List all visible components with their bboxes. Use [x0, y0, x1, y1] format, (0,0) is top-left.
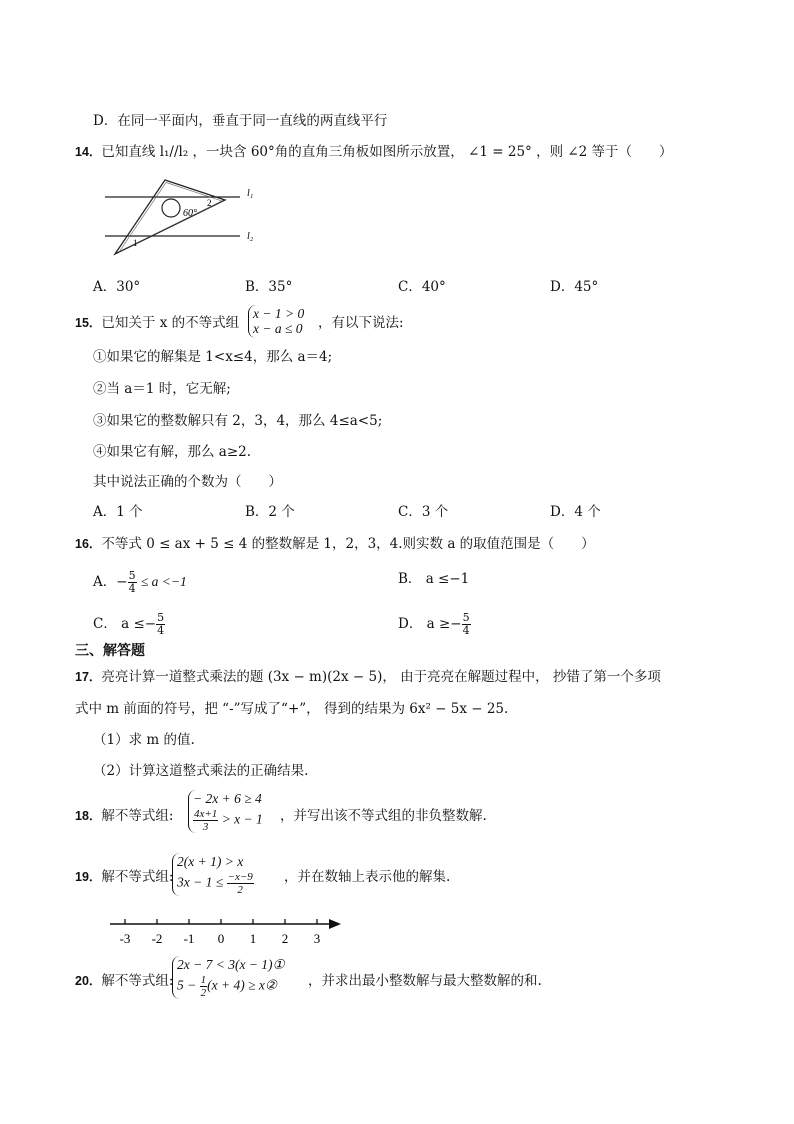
q15-stem-pre-text: 已知关于 x 的不等式组	[101, 315, 240, 331]
question-number: 14．	[75, 145, 102, 159]
fraction	[462, 612, 471, 637]
q15-statement-2: ②当 a＝1 时，它无解;	[93, 381, 231, 397]
denominator: 2	[200, 987, 207, 999]
q19-sys-1: 2(x + 1) > x	[177, 854, 244, 869]
q18-pre-text: 解不等式组:	[101, 808, 174, 824]
q17-sub-1: （1）求 m 的值.	[93, 732, 195, 748]
q20-sys-1: 2x − 7 < 3(x − 1)①	[177, 957, 285, 972]
numerator: 1	[200, 974, 207, 986]
q20-sys-2	[177, 974, 285, 999]
option-a-label: A．	[93, 574, 117, 590]
number-line-tick-label: 1	[249, 931, 257, 946]
q15-option-c: C．3 个	[398, 504, 449, 520]
q14-option-c: C．40°	[398, 279, 446, 295]
number-line-tick-label: -3	[119, 931, 131, 946]
l1-label: l₁	[247, 188, 254, 199]
q14-option-d: D．45°	[550, 279, 599, 295]
q19-sys-2	[177, 871, 254, 896]
denominator: 3	[202, 821, 209, 833]
q19-system	[172, 853, 254, 896]
question-number: 15．	[75, 316, 102, 330]
q17-line-1-text: 亮亮计算一道整式乘法的题 (3x − m)(2x − 5)， 由于亮亮在解题过程中， 抄错了第一个多项	[101, 669, 661, 685]
q20-pre	[75, 972, 173, 990]
question-number: 16．	[75, 537, 102, 551]
q19-sys-2-pre: 3x − 1 ≤	[177, 874, 224, 890]
q20-post: ，并求出最小整数解与最大整数解的和.	[308, 973, 542, 989]
triangle-hole	[162, 199, 180, 217]
q16-option-a: A．− $\frac{5}{4}$ ≤ a <−1	[93, 569, 187, 595]
q18-sys-1: − 2x + 6 ≥ 4	[193, 791, 262, 806]
question-number: 17．	[75, 670, 102, 684]
q19-pre-text: 解不等式组:	[101, 869, 174, 885]
number-line-tick-label: 0	[217, 931, 225, 946]
option-a-rest: ≤ a <−1	[140, 574, 187, 589]
section-heading: 三、解答题	[75, 643, 145, 659]
q16-option-b: B． a ≤−1	[398, 571, 470, 587]
q13-option-d: D．在同一平面内，垂直于同一直线的两直线平行	[93, 113, 388, 129]
denominator: 4	[128, 582, 136, 595]
q18-pre	[75, 807, 173, 825]
question-number: 18．	[75, 809, 102, 823]
q15-option-a: A．1 个	[93, 504, 143, 520]
q18-system	[188, 790, 263, 833]
q19-pre	[75, 868, 173, 886]
q15-stem-pre	[75, 314, 239, 332]
q15-system	[248, 305, 304, 338]
q18-sys-2	[193, 808, 263, 833]
angle-2-label: 2	[207, 198, 212, 208]
q15-option-b: B．2 个	[245, 504, 295, 520]
number-line	[105, 910, 350, 950]
q15-stem-post: ，有以下说法:	[318, 315, 404, 331]
q15-statement-4: ④如果它有解，那么 a≥2.	[93, 444, 252, 460]
q15-statement-3: ③如果它的整数解只有 2，3，4，那么 4≤a<5;	[93, 413, 383, 429]
q15-sys-1: x − 1 > 0	[253, 306, 305, 321]
denominator: 4	[462, 624, 470, 637]
q14-figure	[95, 172, 275, 262]
denominator: 4	[157, 624, 165, 637]
q14-option-a: A．30°	[93, 279, 141, 295]
q17-sub-2: （2）计算这道整式乘法的正确结果.	[93, 763, 309, 779]
question-number: 20．	[75, 974, 102, 988]
denominator: 2	[237, 884, 243, 896]
q15-question: 其中说法正确的个数为（ ）	[93, 474, 282, 490]
q16-option-d	[398, 612, 471, 637]
q15-option-d: D．4 个	[550, 504, 601, 520]
q14-option-b: B．35°	[245, 279, 293, 295]
q15-statement-1: ①如果它的解集是 1<x≤4，那么 a＝4;	[93, 349, 333, 365]
fraction	[193, 808, 218, 833]
fraction	[156, 612, 165, 637]
angle-1-label: 1	[133, 238, 138, 248]
number-line-tick-label: -1	[183, 931, 195, 946]
q18-sys-2-rest: > x − 1	[221, 811, 263, 827]
q17-line-1	[75, 668, 661, 686]
number-line-tick-label: 3	[313, 931, 321, 946]
angle-60-label: 60°	[183, 208, 197, 219]
q18-post: ，并写出该不等式组的非负整数解.	[280, 808, 487, 824]
q14-stem	[75, 143, 673, 161]
q16-stem-text: 不等式 0 ≤ ax + 5 ≤ 4 的整数解是 1，2，3，4.则实数 a 的取值范围是（ ）	[101, 536, 595, 552]
q20-pre-text: 解不等式组:	[101, 973, 174, 989]
number-line-arrow	[329, 919, 341, 929]
option-c-text: C． a ≤−	[93, 616, 157, 632]
numerator: 4x+1	[194, 808, 218, 820]
q15-sys-2: x − a ≤ 0	[253, 321, 303, 336]
q20-system	[172, 956, 285, 999]
numerator: −x−9	[227, 871, 253, 883]
option-d-text: D． a ≥−	[398, 616, 462, 632]
q20-sys-2-pre: 5 −	[177, 977, 197, 993]
numerator: 5	[128, 569, 136, 582]
fraction	[200, 974, 208, 999]
number-line-tick-label: -2	[151, 931, 163, 946]
q14-stem-text: 已知直线 l₁//l₂ ，一块含 60°角的直角三角板如图所示放置， ∠1 = 25° ，则 ∠2 等于（ ）	[101, 144, 673, 160]
q17-line-2: 式中 m 前面的符号，把 “-”写成了“+”， 得到的结果为 6x² − 5x − 25.	[75, 701, 509, 717]
number-line-tick-label: 2	[281, 931, 289, 946]
fraction	[227, 871, 254, 896]
q16-option-c	[93, 612, 165, 637]
numerator: 5	[157, 611, 165, 624]
fraction	[128, 570, 137, 595]
q16-stem	[75, 535, 595, 553]
question-number: 19．	[75, 870, 102, 884]
q19-post: ，并在数轴上表示他的解集.	[284, 869, 451, 885]
numerator: 5	[462, 611, 470, 624]
q20-sys-2-rest: (x + 4) ≥ x②	[207, 977, 277, 993]
l2-label: l₂	[247, 231, 254, 242]
